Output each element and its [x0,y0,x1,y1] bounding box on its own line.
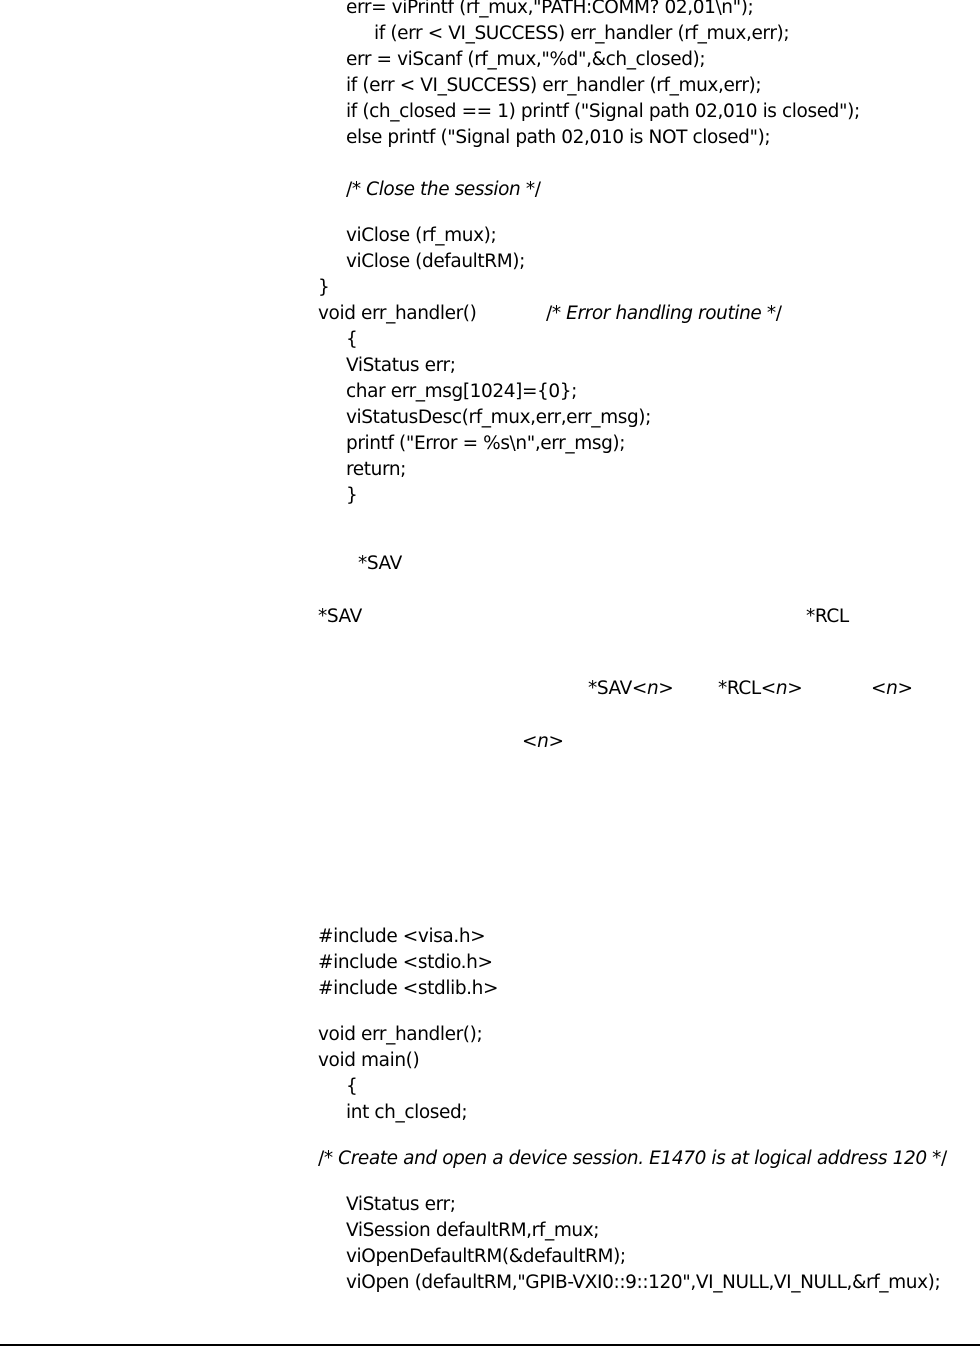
code-line: viOpenDefaultRM(&defaultRM); [346,1246,626,1267]
code-line: { [346,1076,358,1097]
code-line: return; [346,459,406,480]
code-line: } [346,485,358,506]
code-line: { [346,329,358,350]
code-line: printf ("Error = %s\n",err_msg); [346,433,626,454]
code-line: err= viPrintf (rf_mux,"PATH:COMM? 02,01\n"); [346,0,754,18]
code-line: void err_handler() [318,303,477,324]
body-text: *RCL [806,606,849,627]
code-line: ViSession defaultRM,rf_mux; [346,1220,600,1241]
code-line: viClose (rf_mux); [346,225,497,246]
section-heading: *SAV [358,553,402,574]
code-line: void err_handler(); [318,1024,483,1045]
code-line: err = viScanf (rf_mux,"%d",&ch_closed); [346,49,706,70]
code-line: viOpen (defaultRM,"GPIB-VXI0::9::120",VI_NULL,VI_NULL,&rf_mux); [346,1272,941,1293]
code-line: ViStatus err; [346,1194,456,1215]
code-line: #include <stdio.h> [318,952,493,973]
code-line: } [318,277,330,298]
code-line: if (err < VI_SUCCESS) err_handler (rf_mux,err); [346,75,762,96]
body-text: *SAV<n> [588,678,674,699]
footer-rule [0,1344,980,1346]
body-text: *RCL<n> [718,678,803,699]
body-text: <n> [871,678,913,699]
body-text: <n> [522,731,564,752]
code-line: void main() [318,1050,420,1071]
body-text: *SAV [318,606,362,627]
code-line: if (err < VI_SUCCESS) err_handler (rf_mux,err); [374,23,790,44]
code-line: char err_msg[1024]={0}; [346,381,578,402]
code-line: #include <stdlib.h> [318,978,499,999]
code-line: int ch_closed; [346,1102,468,1123]
code-comment: /* Close the session */ [346,179,541,200]
code-line: if (ch_closed == 1) printf ("Signal path 02,010 is closed"); [346,101,860,122]
code-line: viStatusDesc(rf_mux,err,err_msg); [346,407,651,428]
code-comment: /* Error handling routine */ [546,303,782,324]
code-line: ViStatus err; [346,355,456,376]
code-line: else printf ("Signal path 02,010 is NOT closed"); [346,127,771,148]
code-comment: /* Create and open a device session. E1470 is at logical address 120 */ [318,1148,947,1169]
code-line: #include <visa.h> [318,926,486,947]
code-line: viClose (defaultRM); [346,251,525,272]
